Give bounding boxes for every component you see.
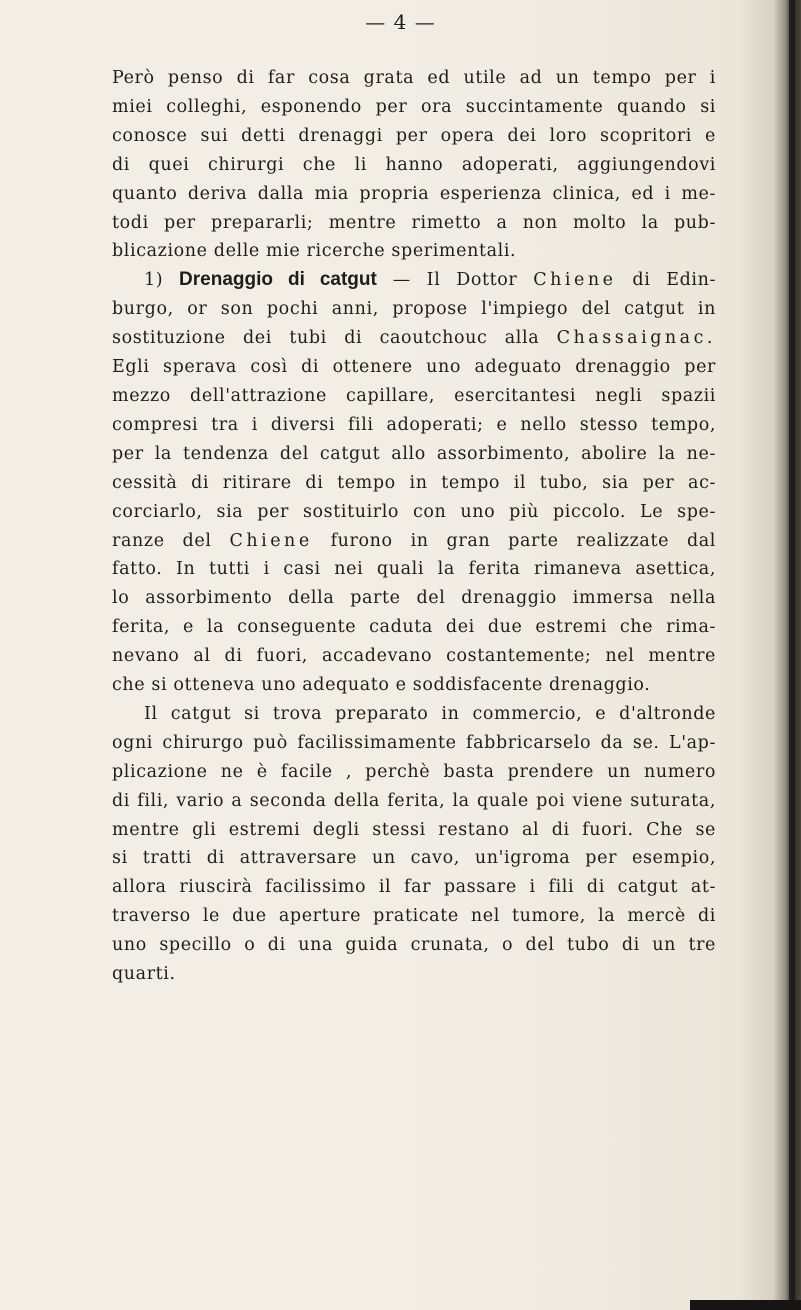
text-line: compresi tra i diversi fili adoperati; e nello stesso tempo,: [112, 414, 716, 435]
text-run: sostituzione dei tubi di caoutchouc alla: [112, 328, 540, 349]
section-number: 1): [144, 270, 164, 291]
text-line: Egli sperava così di ottenere uno adeguato drenaggio per: [112, 357, 716, 378]
body-text: [112, 64, 716, 989]
text-line: ogni chirurgo può facilissimamente fabbricarselo da se. L'ap-: [112, 732, 716, 753]
text-line: uno specillo o di una guida crunata, o del tubo di un tre: [112, 935, 716, 956]
text-line: mezzo dell'attrazione capillare, esercitantesi negli spazii: [112, 385, 716, 406]
text-line: traverso le due aperture praticate nel tumore, la mercè di: [112, 906, 716, 927]
section-heading: Drenaggio di catgut: [179, 269, 377, 291]
text-line: plicazione ne è facile , perchè basta prendere un numero: [112, 761, 716, 782]
text-line: cessità di ritirare di tempo in tempo il tubo, sia per ac-: [112, 472, 716, 493]
paragraph-intro: [112, 64, 716, 266]
text-run: ranze del: [112, 530, 212, 551]
text-line: fatto. In tutti i casi nei quali la ferita rimaneva asettica,: [112, 559, 716, 580]
text-line: [112, 324, 716, 353]
person-name-chassaignac: Chassaignac.: [556, 328, 716, 349]
text-run: — Il Dottor: [392, 270, 518, 291]
text-line: blicazione delle mie ricerche sperimentali.: [112, 241, 517, 262]
section-heading-line: [112, 266, 716, 295]
person-name-chiene: Chiene: [229, 530, 313, 551]
text-line: conosce sui detti drenaggi per opera dei loro scopritori e: [112, 125, 716, 146]
text-line: quarti.: [112, 964, 176, 985]
text-line: di fili, vario a seconda della ferita, la quale poi viene suturata,: [112, 790, 716, 811]
scan-artifact-bar: [690, 1300, 801, 1310]
paragraph-catgut-commercio: [112, 700, 716, 989]
text-line: miei colleghi, esponendo per ora succintamente quando si: [112, 96, 716, 117]
text-line: lo assorbimento della parte del drenaggio immersa nella: [112, 588, 716, 609]
text-line: di quei chirurgi che li hanno adoperati, aggiungendovi: [112, 154, 716, 175]
text-line: corciarlo, sia per sostituirlo con uno più piccolo. Le spe-: [112, 501, 716, 522]
text-line: Il catgut si trova preparato in commercio, e d'altronde: [144, 703, 716, 724]
text-line: nevano al di fuori, accadevano costantemente; nel mentre: [112, 646, 716, 667]
person-name-chiene: Chiene: [533, 270, 617, 291]
text-line: allora riuscirà facilissimo il far passare i fili di catgut at-: [112, 877, 716, 898]
text-line: ferita, e la conseguente caduta dei due estremi che rima-: [112, 617, 716, 638]
text-line: Però penso di far cosa grata ed utile ad un tempo per i: [112, 68, 716, 88]
text-run: di Edin-: [632, 270, 717, 291]
text-line: [112, 527, 716, 556]
text-line: mentre gli estremi degli stessi restano al di fuori. Che se: [112, 819, 716, 840]
text-run: furono in gran parte realizzate dal: [330, 530, 716, 551]
text-line: si tratti di attraversare un cavo, un'igroma per esempio,: [112, 848, 716, 869]
paragraph-drenaggio-catgut: [112, 266, 716, 700]
text-line: quanto deriva dalla mia propria esperienza clinica, ed i me-: [112, 183, 716, 204]
binding-shadow: [773, 0, 801, 1310]
text-line: todi per prepararli; mentre rimetto a non molto la pub-: [112, 212, 716, 233]
text-line: per la tendenza del catgut allo assorbimento, abolire la ne-: [112, 443, 716, 464]
text-line: che si otteneva uno adequato e soddisfacente drenaggio.: [112, 675, 651, 696]
binding-edge: [789, 0, 795, 1310]
page-number: — 4 —: [365, 10, 436, 34]
text-line: burgo, or son pochi anni, propose l'impiego del catgut in: [112, 299, 716, 320]
